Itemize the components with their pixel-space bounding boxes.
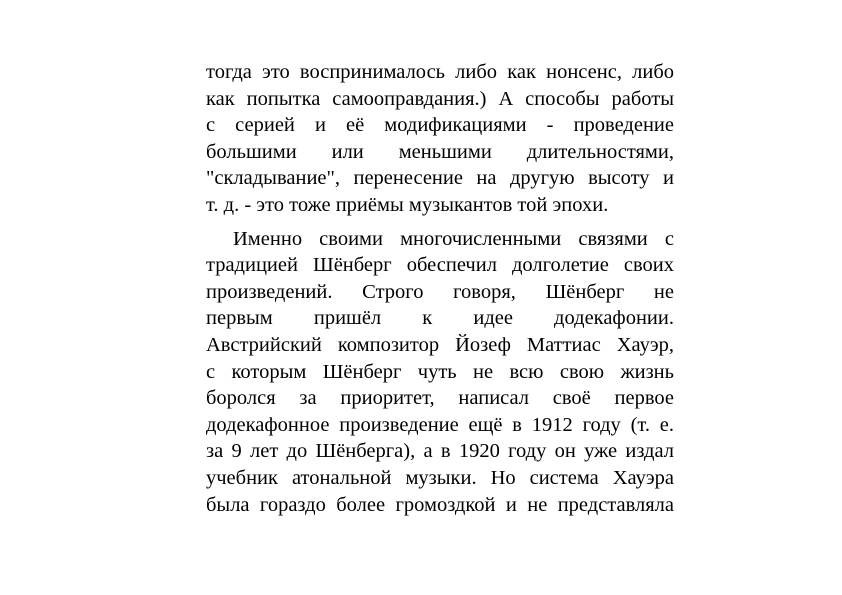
paragraph-2 [206,226,674,519]
paragraph-line: "складывание", перенесение на другую высоту и [206,167,674,190]
paragraph-line: первым пришёл к идее додекафонии. [206,307,674,330]
paragraph-line: традицией Шёнберг обеспечил долголетие своих [206,254,674,277]
paragraph-line: т. д. - это тоже приёмы музыкантов той эпохи. [206,193,609,216]
paragraph-1 [206,59,674,219]
paragraph-line: Австрийский композитор Йозеф Маттиас Хауэр, [206,333,674,356]
paragraph-line: учебник атональной музыки. Но система Хауэра [206,466,674,489]
paragraph-line: Именно своими многочисленными связями с [233,227,674,250]
paragraph-line: произведений. Строго говоря, Шёнберг не [206,280,674,303]
paragraph-line: как попытка самооправдания.) А способы работы [206,87,674,110]
paragraph-line: с серией и её модификациями - проведение [206,114,674,137]
paragraph-line: боролся за приоритет, написал своё первое [206,387,674,410]
paragraph-line: большими или меньшими длительностями, [206,140,674,163]
text-block [206,59,674,518]
paragraph-line: была гораздо более громоздкой и не представляла [206,493,674,516]
paragraph-line: додекафонное произведение ещё в 1912 году (т. е. [206,413,674,436]
paragraph-line: тогда это воспринималось либо как нонсенс, либо [206,61,674,83]
paragraph-spacer [206,219,674,226]
paragraph-line: с которым Шёнберг чуть не всю свою жизнь [206,360,674,383]
paragraph-line: за 9 лет до Шёнберга), а в 1920 году он уже издал [206,440,674,463]
